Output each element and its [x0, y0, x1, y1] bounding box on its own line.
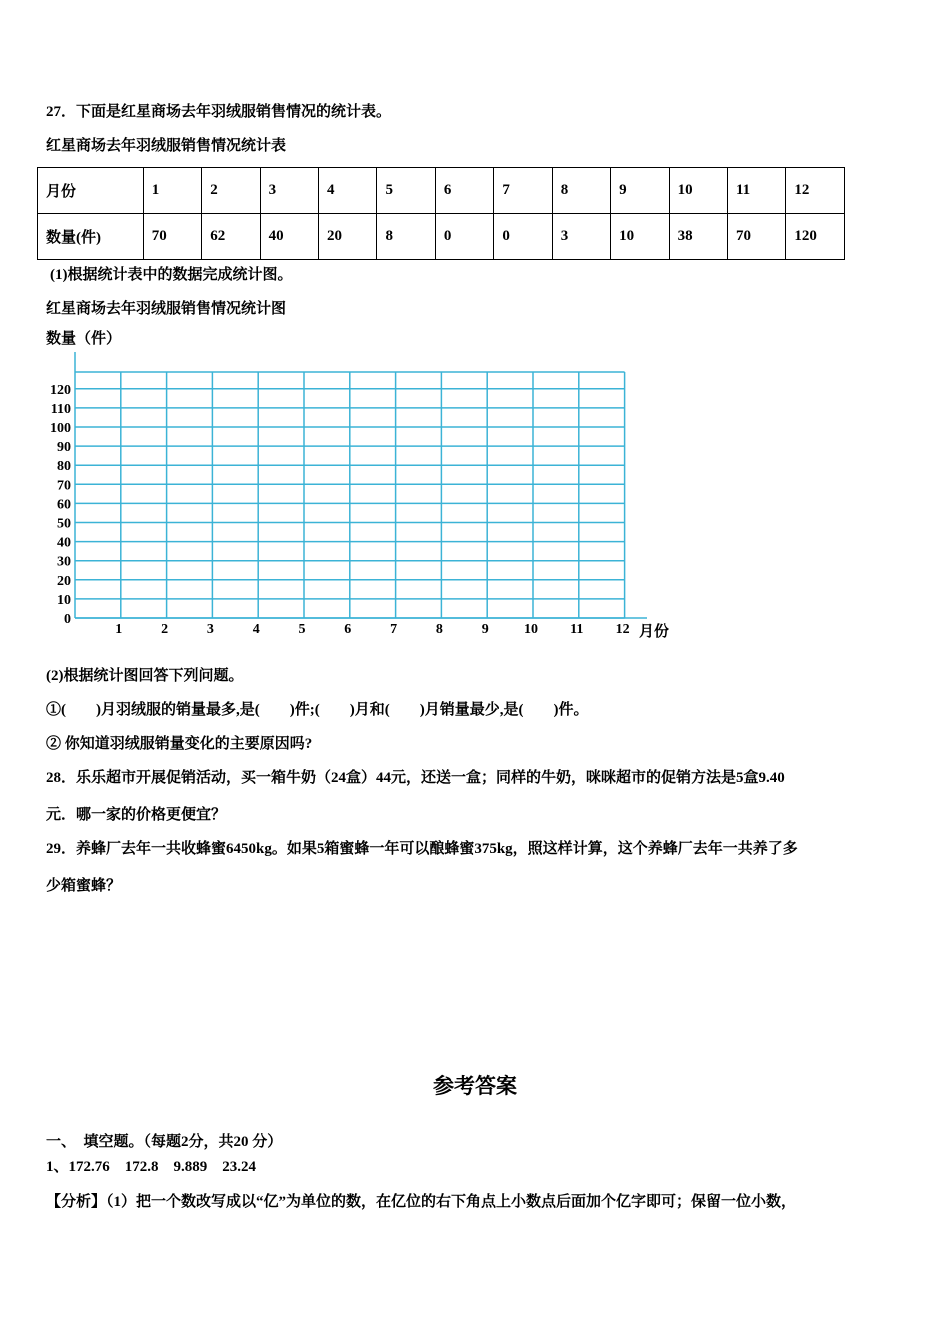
- answers-title: 参考答案: [433, 1074, 517, 1098]
- y-tick-label: 40: [57, 535, 71, 551]
- y-tick-label: 30: [57, 554, 71, 570]
- x-tick-label: 11: [570, 622, 584, 637]
- table-title: 红星商场去年羽绒服销售情况统计表: [46, 138, 287, 154]
- month-cell: 4: [319, 168, 377, 214]
- y-tick-label: 50: [57, 516, 71, 532]
- x-tick-label: 9: [481, 622, 489, 637]
- part1-instruction: (1)根据统计表中的数据完成统计图。: [50, 267, 293, 283]
- y-tick-label: 120: [50, 382, 71, 398]
- quantity-cell: 0: [494, 214, 552, 260]
- month-cell: 3: [260, 168, 318, 214]
- analysis-text: 【分析】（1）把一个数改写成以“亿”为单位的数，在亿位的右下角点上小数点后面加个亿字即可；保留一位小数，: [46, 1194, 797, 1210]
- blank-line-chart-grid: [0, 325, 700, 655]
- quantity-cell: 38: [669, 214, 727, 260]
- question-29-line2: 少箱蜜蜂？: [46, 878, 122, 894]
- answer-1: 1、172.76 172.8 9.889 23.24: [46, 1159, 257, 1175]
- month-cell: 2: [202, 168, 260, 214]
- x-axis-label: 月份: [639, 624, 670, 640]
- question-29-line1: 29．养蜂厂去年一共收蜂蜜6450kg。如果5箱蜜蜂一年可以酿蜂蜜375kg，照这样计算，这个养蜂厂去年一共养了多: [46, 841, 798, 857]
- y-axis-label: 数量（件）: [46, 331, 122, 347]
- quantity-cell: 70: [143, 214, 201, 260]
- part2-instruction: (2)根据统计图回答下列问题。: [46, 668, 244, 684]
- y-tick-label: 90: [57, 440, 71, 456]
- month-cell: 1: [143, 168, 201, 214]
- y-tick-label: 0: [64, 612, 71, 627]
- table-row-quantities: [38, 214, 845, 260]
- question-27-intro: 27．下面是红星商场去年羽绒服销售情况的统计表。: [46, 104, 392, 120]
- quantity-header: 数量(件): [38, 214, 144, 260]
- y-tick-label: 70: [57, 478, 71, 494]
- quantity-cell: 70: [728, 214, 786, 260]
- x-tick-label: 12: [615, 622, 630, 637]
- section-heading: 一、 填空题。（每题2分，共20 分）: [46, 1134, 283, 1150]
- sales-table: [37, 167, 845, 260]
- question-1: ①( )月羽绒服的销量最多,是( )件;( )月和( )月销量最少,是( )件。: [46, 702, 589, 718]
- x-tick-label: 2: [161, 622, 169, 637]
- x-tick-label: 6: [344, 622, 352, 637]
- x-tick-label: 4: [252, 622, 260, 637]
- x-tick-label: 7: [390, 622, 398, 637]
- table-row-months: [38, 168, 845, 214]
- y-tick-label: 110: [50, 401, 71, 417]
- month-cell: 5: [377, 168, 435, 214]
- month-cell: 7: [494, 168, 552, 214]
- month-header: 月份: [38, 168, 144, 214]
- x-tick-label: 1: [115, 622, 123, 637]
- y-tick-label: 10: [57, 592, 71, 608]
- y-tick-label: 80: [57, 459, 71, 475]
- question-28-line1: 28．乐乐超市开展促销活动，买一箱牛奶（24盒）44元，还送一盒；同样的牛奶，咪咪超市的促销方法是5盒9.40: [46, 770, 785, 786]
- quantity-cell: 8: [377, 214, 435, 260]
- y-tick-label: 20: [57, 573, 71, 589]
- x-tick-label: 8: [435, 622, 443, 637]
- quantity-cell: 120: [786, 214, 845, 260]
- quantity-cell: 3: [552, 214, 610, 260]
- month-cell: 11: [728, 168, 786, 214]
- x-tick-label: 5: [298, 622, 306, 637]
- month-cell: 8: [552, 168, 610, 214]
- month-cell: 9: [611, 168, 669, 214]
- quantity-cell: 40: [260, 214, 318, 260]
- quantity-cell: 10: [611, 214, 669, 260]
- quantity-cell: 62: [202, 214, 260, 260]
- month-cell: 10: [669, 168, 727, 214]
- month-cell: 12: [786, 168, 845, 214]
- x-tick-label: 3: [206, 622, 214, 637]
- question-2: ② 你知道羽绒服销量变化的主要原因吗?: [46, 736, 313, 752]
- y-tick-label: 100: [50, 421, 71, 436]
- quantity-cell: 0: [435, 214, 493, 260]
- month-cell: 6: [435, 168, 493, 214]
- chart-title: 红星商场去年羽绒服销售情况统计图: [46, 301, 287, 317]
- x-tick-label: 10: [524, 622, 538, 637]
- y-tick-label: 60: [57, 497, 71, 513]
- quantity-cell: 20: [319, 214, 377, 260]
- question-28-line2: 元．哪一家的价格更便宜？: [46, 807, 227, 823]
